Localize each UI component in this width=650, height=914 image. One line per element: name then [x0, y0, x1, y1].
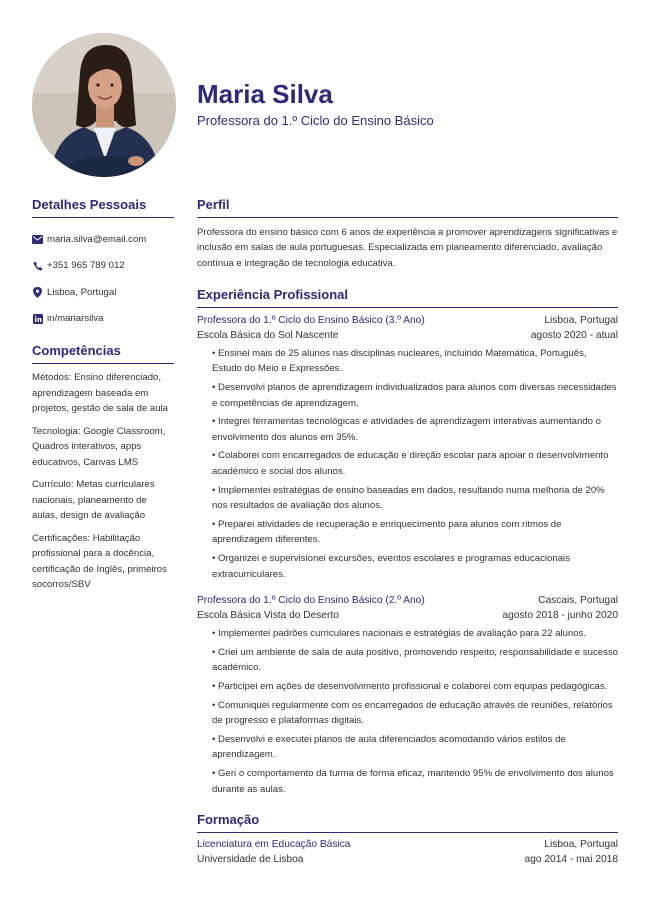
- bullet-item: • Implementei estratégias de ensino baseadas em dados, resultando numa melhoria de 20% nos resultados de avaliação dos alunos.: [212, 483, 618, 514]
- education-location: Lisboa, Portugal: [544, 839, 618, 851]
- experience-heading: Experiência Profissional: [197, 286, 618, 308]
- bullet-item: • Preparei atividades de recuperação e enriquecimento para alunos com ritmos de aprendizagem diferentes.: [212, 517, 618, 548]
- email-icon: [32, 234, 43, 245]
- bullet-item: • Desenvolvi planos de aprendizagem individualizados para alunos com diversas necessidades e competências de aprendizagem.: [212, 380, 618, 411]
- bullet-item: • Desenvolvi e executei planos de aula diferenciados acomodando vários estilos de aprendizagem.: [212, 732, 618, 763]
- contact-location-text: Lisboa, Portugal: [47, 286, 117, 298]
- job-bullets: [197, 346, 618, 582]
- main-column: [197, 196, 618, 867]
- candidate-title: Professora do 1.º Ciclo do Ensino Básico: [197, 113, 434, 128]
- job-role: Professora do 1.º Ciclo do Ensino Básico (3.º Ano): [197, 314, 425, 326]
- bullet-item: • Geri o comportamento da turma de forma eficaz, mantendo 95% de envolvimento dos alunos durante as aulas.: [212, 766, 618, 797]
- job-dates: agosto 2020 - atual: [530, 329, 618, 341]
- sidebar: [32, 196, 174, 593]
- job-dates: agosto 2018 - junho 2020: [502, 610, 618, 622]
- skill-item: Currículo: Metas curriculares nacionais, planeamento de aulas, design de avaliação: [32, 479, 155, 521]
- bullet-item: • Implementei padrões curriculares nacionais e estratégias de avaliação para 22 alunos.: [212, 626, 618, 642]
- education-degree: Licenciatura em Educação Básica: [197, 839, 351, 851]
- bullet-item: • Comuniquei regularmente com os encarregados de educação através de reuniões, relatórios de progresso e plataformas digitais.: [212, 698, 618, 729]
- bullet-item: • Ensinei mais de 25 alunos nas disciplinas nucleares, incluindo Matemática, Português, Estudo do Meio e Expressões.: [212, 346, 618, 377]
- skill-item: Tecnologia: Google Classroom, Quadros interativos, apps educativos, Canvas LMS: [32, 425, 166, 468]
- contact-email[interactable]: [32, 226, 174, 253]
- bullet-item: • Colaborei com encarregados de educação e direção escolar para apoiar o desenvolvimento académico e social dos alunos.: [212, 448, 618, 479]
- skills-list: [32, 370, 174, 593]
- education-entry: [197, 837, 618, 867]
- job-location: Lisboa, Portugal: [544, 314, 618, 326]
- contact-list: [32, 226, 174, 332]
- contact-phone-text: +351 965 789 012: [47, 260, 125, 272]
- personal-details-heading: Detalhes Pessoais: [32, 196, 174, 218]
- job-entry: [197, 313, 618, 582]
- job-entry: [197, 593, 618, 797]
- portrait-illustration: [32, 33, 176, 177]
- job-bullets: [197, 626, 618, 797]
- profile-heading: Perfil: [197, 196, 618, 218]
- skill-item: Métodos: Ensino diferenciado, aprendizagem baseada em projetos, gestão de sala de aula: [32, 372, 169, 414]
- phone-icon: [32, 260, 43, 271]
- job-employer: Escola Básica Vista do Deserto: [197, 610, 339, 622]
- education-heading: Formação: [197, 811, 618, 833]
- job-role: Professora do 1.º Ciclo do Ensino Básico (2.º Ano): [197, 595, 425, 607]
- bullet-item: • Criei um ambiente de sala de aula positivo, promovendo respeito, responsabilidade e sucesso académico.: [212, 645, 618, 676]
- job-employer: Escola Básica do Sol Nascente: [197, 329, 339, 341]
- bullet-item: • Organizei e supervisionei excursões, eventos escolares e programas educacionais extracurriculares.: [212, 551, 618, 582]
- linkedin-icon: [32, 313, 43, 324]
- contact-linkedin-text: in/mariarsilva: [47, 313, 104, 325]
- contact-phone[interactable]: [32, 253, 174, 280]
- bullet-item: • Participei em ações de desenvolvimento profissional e colaborei com equipas pedagógicas.: [212, 679, 618, 695]
- bullet-item: • Integrei ferramentas tecnológicas e atividades de aprendizagem interativas aumentando o envolvimento dos alunos em 35%.: [212, 414, 618, 445]
- contact-email-text: maria.silva@email.com: [47, 233, 147, 245]
- contact-location: [32, 279, 174, 306]
- profile-summary: Professora do ensino básico com 6 anos de experiência a promover aprendizagens significativas e inclusão em salas de aula portuguesas. Especializada em planeamento diferenciado, avaliação contínua e integração de tecnologia educativa.: [197, 227, 618, 269]
- education-dates: ago 2014 - mai 2018: [524, 854, 618, 866]
- location-pin-icon: [32, 287, 43, 298]
- education-school: Universidade de Lisboa: [197, 854, 304, 866]
- candidate-name: Maria Silva: [197, 79, 333, 109]
- profile-photo: [32, 33, 176, 177]
- skills-heading: Competências: [32, 342, 174, 364]
- contact-linkedin[interactable]: [32, 306, 174, 333]
- skill-item: Certificações: Habilitação profissional para a docência, certificação de Inglês, primeiros socorros/SBV: [32, 532, 167, 590]
- job-location: Cascais, Portugal: [538, 595, 618, 607]
